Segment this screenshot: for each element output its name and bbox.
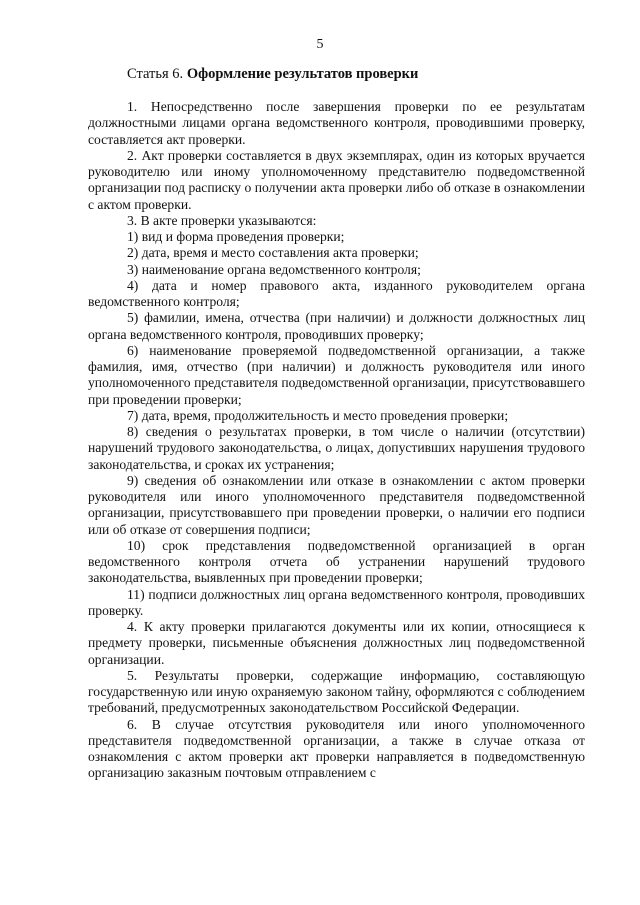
list-item: 5) фамилии, имена, отчества (при наличии) и должности должностных лиц органа ведомственного контроля, проводивших проверку;: [88, 310, 585, 342]
list-item: 4) дата и номер правового акта, изданного руководителем органа ведомственного контроля;: [88, 277, 585, 309]
paragraph: 5. Результаты проверки, содержащие информацию, составляющую государственную или иную охраняемую законом тайну, оформляются с соблюдением требований, предусмотренных законодательством Российской Федерации.: [88, 667, 585, 716]
list-item: 8) сведения о результатах проверки, в том числе о наличии (отсутствии) нарушений трудового законодательства, о лицах, допустивших нарушения трудового законодательства, и сроках их устранения;: [88, 424, 585, 472]
list-item: 1) вид и форма проведения проверки;: [127, 229, 345, 244]
article-title: Оформление результатов проверки: [186, 66, 419, 82]
list-item: 6) наименование проверяемой подведомственной организации, а также фамилия, имя, отчество (при наличии) и должность руководителя или иного уполномоченного представителя подведомственной организации, присутствовавшего при проведении проверки;: [88, 342, 585, 407]
list-item: 10) срок представления подведомственной организацией в орган ведомственного контроля отчета об устранении нарушений трудового законодательства, выявленных при проведении проверки;: [88, 537, 585, 586]
list-item: 11) подписи должностных лиц органа ведомственного контроля, проводивших проверку.: [88, 586, 585, 618]
list-item: 7) дата, время, продолжительность и место проведения проверки;: [127, 407, 509, 423]
list-item: 9) сведения об ознакомлении или отказе в ознакомлении с актом проверки руководителя или иного уполномоченного представителя подведомственной организации, присутствовавшего при проведении проверки, о наличии его подписи или об отказе от совершения подписи;: [88, 472, 585, 537]
list-item: 3) наименование органа ведомственного контроля;: [127, 261, 421, 277]
article-label: Статья 6.: [127, 66, 184, 82]
paragraph: 2. Акт проверки составляется в двух экземплярах, один из которых вручается руководителю или иному уполномоченному представителю подведомственной организации под расписку о получении акта проверки либо об отказе в ознакомлении с актом проверки.: [88, 147, 585, 212]
paragraph: 1. Непосредственно после завершения проверки по ее результатам должностными лицами органа ведомственного контроля, проводившими проверку, составляется акт проверки.: [88, 99, 585, 147]
paragraph: 3. В акте проверки указываются:: [127, 212, 317, 228]
article-heading: [127, 66, 418, 83]
page-number: 5: [316, 37, 324, 52]
list-item: 2) дата, время и место составления акта проверки;: [127, 245, 419, 261]
paragraph: 6. В случае отсутствия руководителя или иного уполномоченного представителя подведомственной организации, а также в случае отказа от ознакомления с актом проверки акт проверки направляется в подведомственную организацию заказным почтовым отправлением с: [88, 716, 585, 781]
document-body: [88, 99, 585, 782]
paragraph: 4. К акту проверки прилагаются документы или их копии, относящиеся к предмету проверки, письменные объяснения должностных лиц подведомственной организации.: [88, 619, 585, 667]
